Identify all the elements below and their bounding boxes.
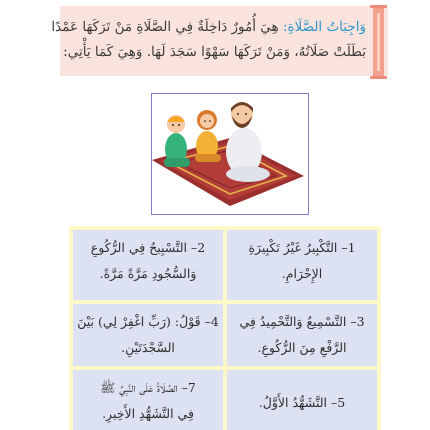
bookmark-marker-icon (373, 5, 384, 79)
item-1-line-2: الإِحْرَامِ. (281, 266, 323, 281)
item-5 (227, 370, 377, 430)
item-3 (227, 304, 377, 366)
definition-line-2: بَطَلَتْ صَلَاتُهُ، وَمَنْ تَرَكَهَا سَهْوًا سَجَدَ لَهَا. وَهِيَ كَمَا يَأْتِي: (63, 44, 366, 60)
prayer-illustration (151, 93, 309, 215)
item-4 (73, 304, 223, 366)
definition-text-1: هِيَ أُمُورٌ دَاخِلَةٌ فِي الصَّلَاةِ مَنْ تَرَكَهَا عَمْدًا (51, 19, 279, 35)
item-7-line-2: فِي التَّشَهُّدِ الأَخِيرِ. (102, 406, 194, 421)
item-2-line-1: 2– التَّسْبِيحُ فِي الرُّكُوعِ (90, 240, 206, 255)
item-2 (73, 230, 223, 300)
item-7-line-1: 7– الصَّلَاةُ عَلَى النَّبِيِّ ﷺ (100, 380, 196, 395)
definition-box (51, 6, 388, 76)
item-1 (227, 230, 377, 300)
item-1-line-1: 1– التَّكْبِيرُ غَيْرُ تَكْبِيرَةِ (248, 240, 356, 255)
obligations-grid (69, 226, 381, 430)
item-2-line-2: وَالسُّجُودِ مَرَّةً مَرَّةً. (99, 266, 197, 281)
item-3-line-1: 3– التَّسْمِيعُ وَالتَّحْمِيدُ فِي (239, 314, 365, 329)
item-3-line-2: الرَّفْعِ مِنَ الرُّكُوعِ. (257, 340, 347, 355)
definition-line-1 (51, 15, 366, 40)
definition-term: وَاجِبَاتُ الصَّلَاةِ: (282, 19, 366, 35)
item-4-line-1: 4– قَوْلُ: (رَبِّ اغْفِرْ لِي) بَيْنَ (77, 314, 219, 329)
item-5-line-1: 5– التَّشَهُّدُ الأَوَّلُ. (258, 395, 346, 410)
family-praying-icon (152, 94, 307, 213)
item-4-line-2: السَّجْدَتَيْنِ. (121, 340, 175, 355)
item-7 (73, 370, 223, 430)
